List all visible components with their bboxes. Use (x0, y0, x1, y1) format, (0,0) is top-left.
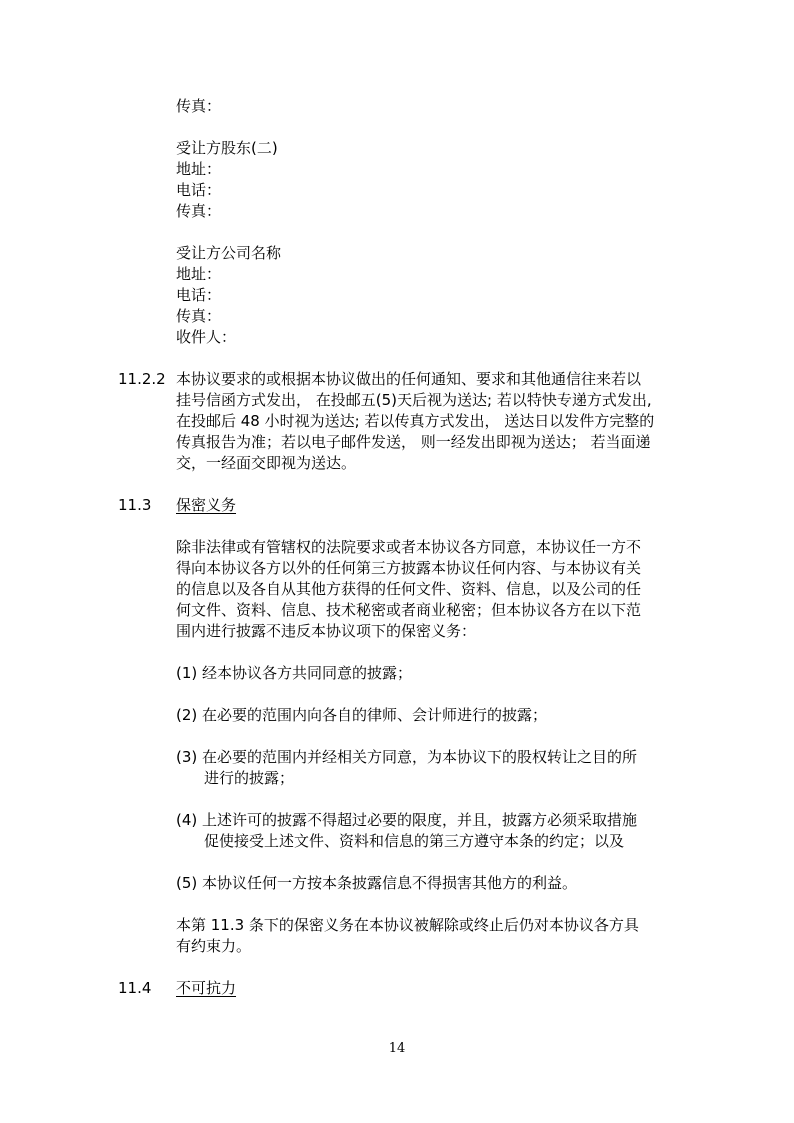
list-item-continuation: 促使接受上述文件、资料和信息的第三方遵守本条的约定；以及 (204, 832, 625, 850)
recipient-label: 收件人： (176, 328, 237, 346)
paragraph-line: 挂号信函方式发出， 在投邮五(5)天后视为送达; 若以特快专递方式发出, (176, 391, 652, 409)
list-item: (2) 在必要的范围内向各自的律师、会计师进行的披露； (176, 706, 548, 724)
fax-label: 传真： (176, 202, 222, 220)
fax-label: 传真： (176, 97, 222, 115)
list-item: (3) 在必要的范围内并经相关方同意，为本协议下的股权转让之目的所 (176, 748, 638, 766)
list-item-continuation: 进行的披露； (204, 769, 295, 787)
paragraph-line: 传真报告为准；若以电子邮件发送， 则一经发出即视为送达； 若当面递 (176, 433, 651, 451)
paragraph-line: 交，一经面交即视为送达。 (176, 454, 357, 472)
address-label: 地址： (176, 265, 222, 283)
page-number: 14 (388, 1041, 406, 1056)
paragraph-line: 在投邮后 48 小时视为送达; 若以传真方式发出， 送达日以发件方完整的 (176, 412, 655, 430)
paragraph-line: 有约束力。 (176, 937, 252, 955)
list-item: (4) 上述许可的披露不得超过必要的限度，并且，披露方必须采取措施 (176, 811, 638, 829)
section-title: 保密义务 (176, 496, 237, 514)
paragraph-line: 何文件、资料、信息、技术秘密或者商业秘密；但本协议各方在以下范 (176, 601, 642, 619)
address-label: 地址： (176, 160, 222, 178)
paragraph-line: 得向本协议各方以外的任何第三方披露本协议任何内容、与本协议有关 (176, 559, 642, 577)
paragraph-line: 本第 11.3 条下的保密义务在本协议被解除或终止后仍对本协议各方具 (176, 916, 639, 934)
list-item: (1) 经本协议各方共同同意的披露； (176, 664, 413, 682)
section-title: 不可抗力 (176, 979, 237, 997)
assignee-company-heading: 受让方公司名称 (176, 244, 282, 262)
section-number: 11.2.2 (118, 370, 166, 388)
phone-label: 电话： (176, 181, 222, 199)
paragraph-line: 除非法律或有管辖权的法院要求或者本协议各方同意，本协议任一方不 (176, 538, 642, 556)
list-item: (5) 本协议任何一方按本条披露信息不得损害其他方的利益。 (176, 874, 578, 892)
assignee-shareholder-heading: 受让方股东(二) (176, 139, 278, 157)
section-number: 11.3 (118, 496, 152, 514)
section-number: 11.4 (118, 979, 152, 997)
phone-label: 电话： (176, 286, 222, 304)
fax-label: 传真： (176, 307, 222, 325)
paragraph-line: 的信息以及各自从其他方获得的任何文件、资料、信息，以及公司的任 (176, 580, 642, 598)
paragraph-line: 围内进行披露不违反本协议项下的保密义务： (176, 622, 477, 640)
paragraph-line: 本协议要求的或根据本协议做出的任何通知、要求和其他通信往来若以 (176, 370, 642, 388)
